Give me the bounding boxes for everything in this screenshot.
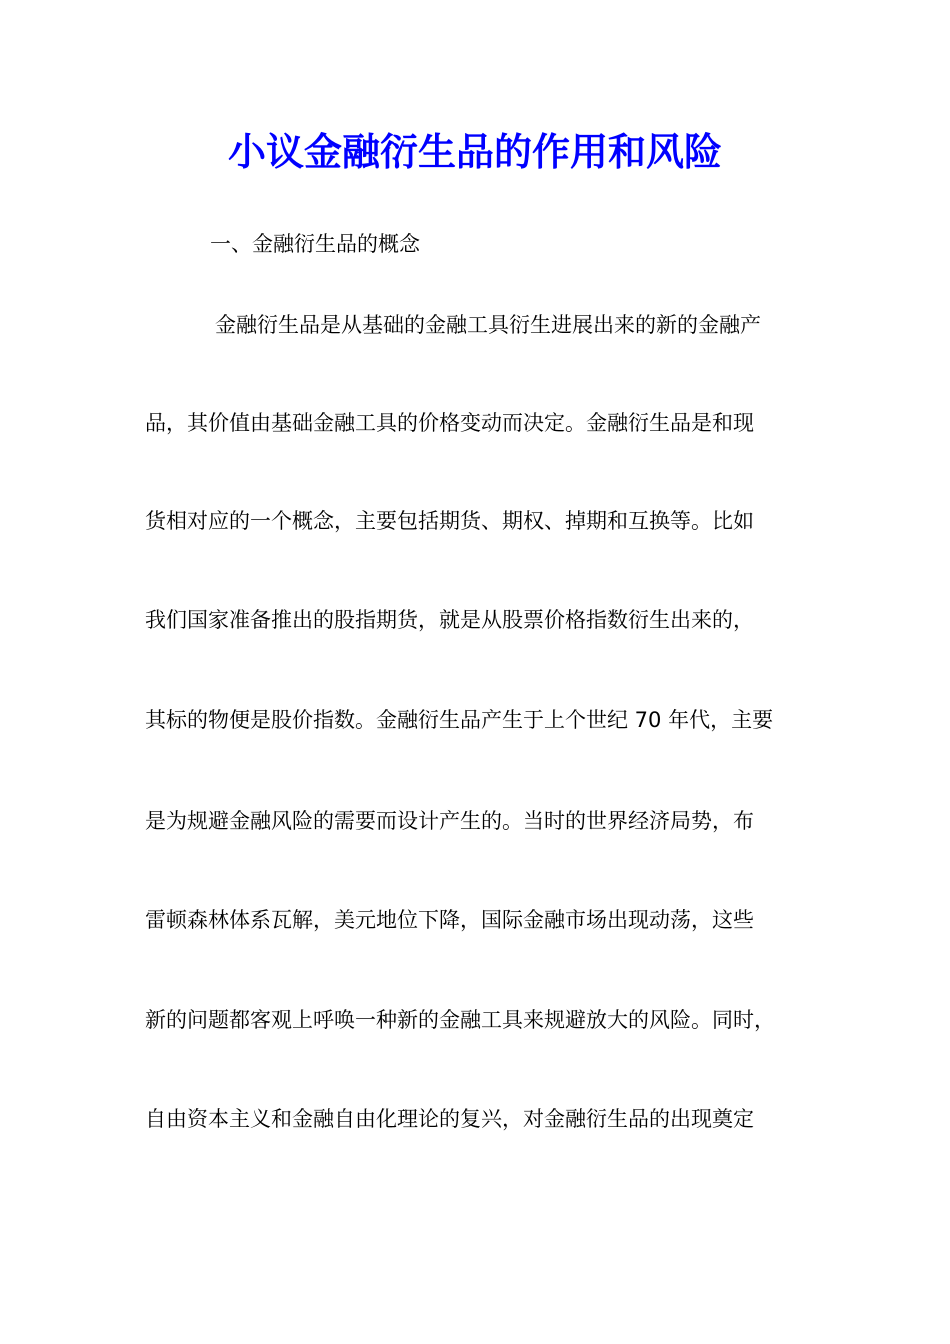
paragraph-line: 品，其价值由基础金融工具的价格变动而决定。金融衍生品是和现 (145, 411, 754, 435)
paragraph-line: 货相对应的一个概念，主要包括期货、期权、掉期和互换等。比如 (145, 509, 754, 533)
paragraph-line: 金融衍生品是从基础的金融工具衍生进展出来的新的金融产 (215, 313, 761, 337)
paragraph-line: 是为规避金融风险的需要而设计产生的。当时的世界经济局势，布 (145, 809, 754, 833)
paragraph-line: 自由资本主义和金融自由化理论的复兴，对金融衍生品的出现奠定 (145, 1107, 754, 1131)
document-title: 小议金融衍生品的作用和风险 (227, 129, 722, 174)
paragraph-line: 雷顿森林体系瓦解，美元地位下降，国际金融市场出现动荡，这些 (145, 908, 754, 932)
paragraph-line: 其标的物便是股价指数。金融衍生品产生于上个世纪 70 年代，主要 (145, 708, 774, 732)
paragraph-line: 我们国家准备推出的股指期货，就是从股票价格指数衍生出来的， (145, 608, 754, 632)
section-heading: 一、金融衍生品的概念 (210, 232, 420, 256)
paragraph-line: 新的问题都客观上呼唤一种新的金融工具来规避放大的风险。同时， (145, 1008, 775, 1032)
